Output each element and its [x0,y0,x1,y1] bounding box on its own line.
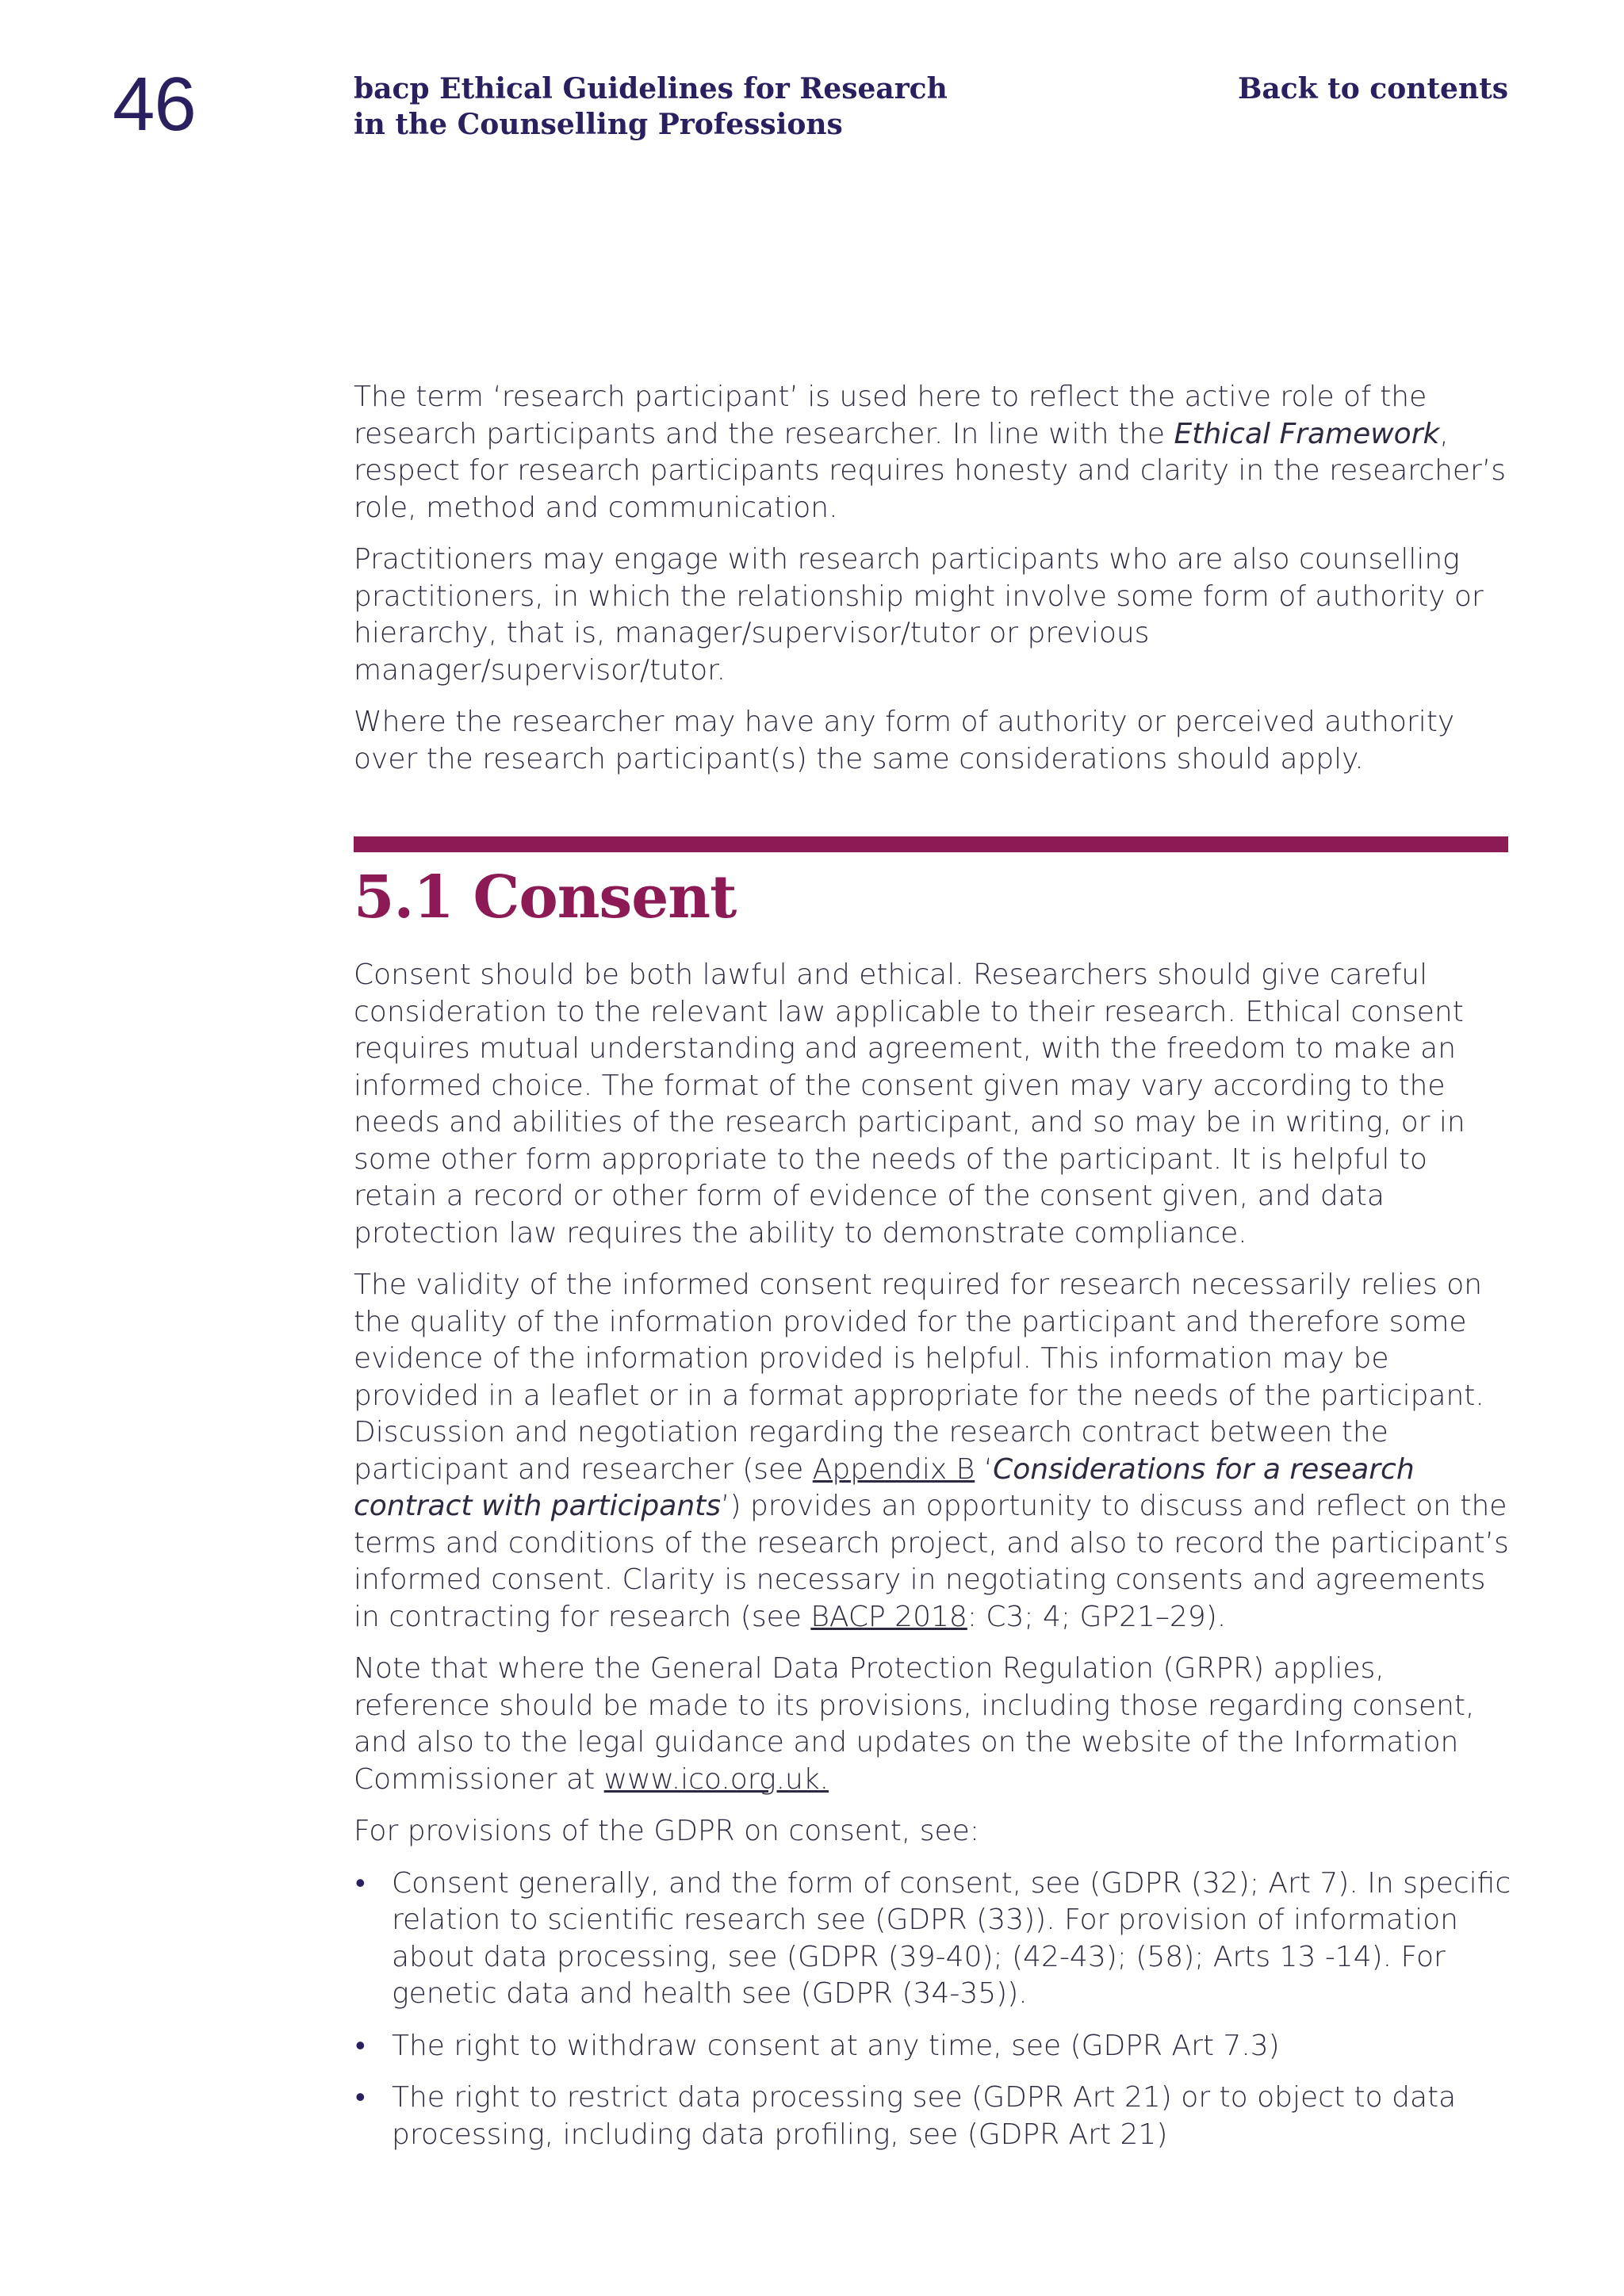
appendix-b-link[interactable]: Appendix B [812,1452,975,1486]
section-divider-bar [354,836,1508,852]
intro-p1-text-b: , respect for research participants requires honesty and clarity in the researcher’s role, method and communication. [354,417,1507,524]
list-item-text: The right to withdraw consent at any time, see (GDPR Art 7.3) [392,2029,1280,2062]
consent-p2-text-b: ‘ [975,1452,994,1486]
intro-section [354,379,1511,778]
consent-paragraph-3 [354,1651,1511,1798]
consent-p2-text-a: The validity of the informed consent required for research necessarily relies on the quality of the information provided for the participant and therefore some evidence of the information provided is helpful. This information may be provided in a leaflet or in a format appropriate for the needs of the participant. Discussion and negotiation regarding the research contract between the participant and researcher (see [354,1269,1484,1486]
consent-paragraph-1: Consent should be both lawful and ethical. Researchers should give careful consideration to the relevant law applicable to their research. Ethical consent requires mutual understanding and agreement, with the freedom to make an informed choice. The format of the consent given may vary according to the needs and abilities of the research participant, and so may be in writing, or in some other form appropriate to the needs of the participant. It is helpful to retain a record or other form of evidence of the consent given, and data protection law requires the ability to demonstrate compliance. [354,959,1465,1249]
bullet-icon: • [355,2081,366,2114]
document-title-line-1: bacp Ethical Guidelines for Research [354,72,948,105]
intro-p1-text-a: The term ‘research participant’ is used here to reflect the active role of the research participants and the researcher. In line with the [354,381,1427,450]
bullet-icon: • [355,1866,366,1900]
consent-paragraph-4: For provisions of the GDPR on consent, see: [354,1815,979,1847]
intro-paragraph-1 [354,379,1511,526]
bullet-icon: • [355,2029,366,2062]
gdpr-provisions-list [354,1866,1511,2154]
research-contract-reference: Considerations for a research contract with participants [354,1452,1415,1522]
consent-p3-text-a: Note that where the General Data Protection Regulation (GRPR) applies, reference should be made to its provisions, including those regarding consent, and also to the legal guidance and updates on the website of the Information Commissioner at [354,1652,1475,1796]
document-title-line-2: in the Counselling Professions [354,108,843,141]
page-number: 46 [113,62,196,147]
intro-paragraph-2: Practitioners may engage with research participants who are also counselling practitioners, in which the relationship might involve some form of authority or hierarchy, that is, manager/supervisor/tutor or previous manager/supervisor/tutor. [354,543,1484,687]
list-item [354,2080,1511,2153]
consent-paragraph-2 [354,1267,1511,1636]
document-title [354,71,956,143]
ethical-framework-reference: Ethical Framework [1174,417,1440,450]
bacp-2018-link[interactable]: BACP 2018 [810,1600,967,1633]
intro-paragraph-3: Where the researcher may have any form of authority or perceived authority over the research participant(s) the same considerations should apply. [354,706,1455,775]
list-item-text: The right to restrict data processing see (GDPR Art 21) or to object to data processing, including data profiling, see (GDPR Art 21) [392,2081,1457,2151]
list-item-text: Consent generally, and the form of consent, see (GDPR (32); Art 7). In specific relation to scientific research see (GDPR (33)). For provision of information about data processing, see (GDPR (39-40); (42-43); (58); Arts 13 -14). For genetic data and health see (GDPR (34-35)). [392,1866,1511,2010]
section-heading: 5.1 Consent [354,863,737,932]
list-item [354,1866,1511,2013]
back-to-contents-link[interactable]: Back to contents [1237,72,1508,105]
consent-p2-text-c: ’) provides an opportunity to discuss and reflect on the terms and conditions of the research project, and also to record the participant’s informed consent. Clarity is necessary in negotiating consents and agreements in contracting for research (see [354,1490,1509,1633]
page-content [354,379,1511,2168]
ico-website-link[interactable]: www.ico.org.uk. [603,1762,829,1796]
consent-p2-text-d: : C3; 4; GP21–29). [967,1600,1227,1633]
list-item [354,2028,1511,2065]
